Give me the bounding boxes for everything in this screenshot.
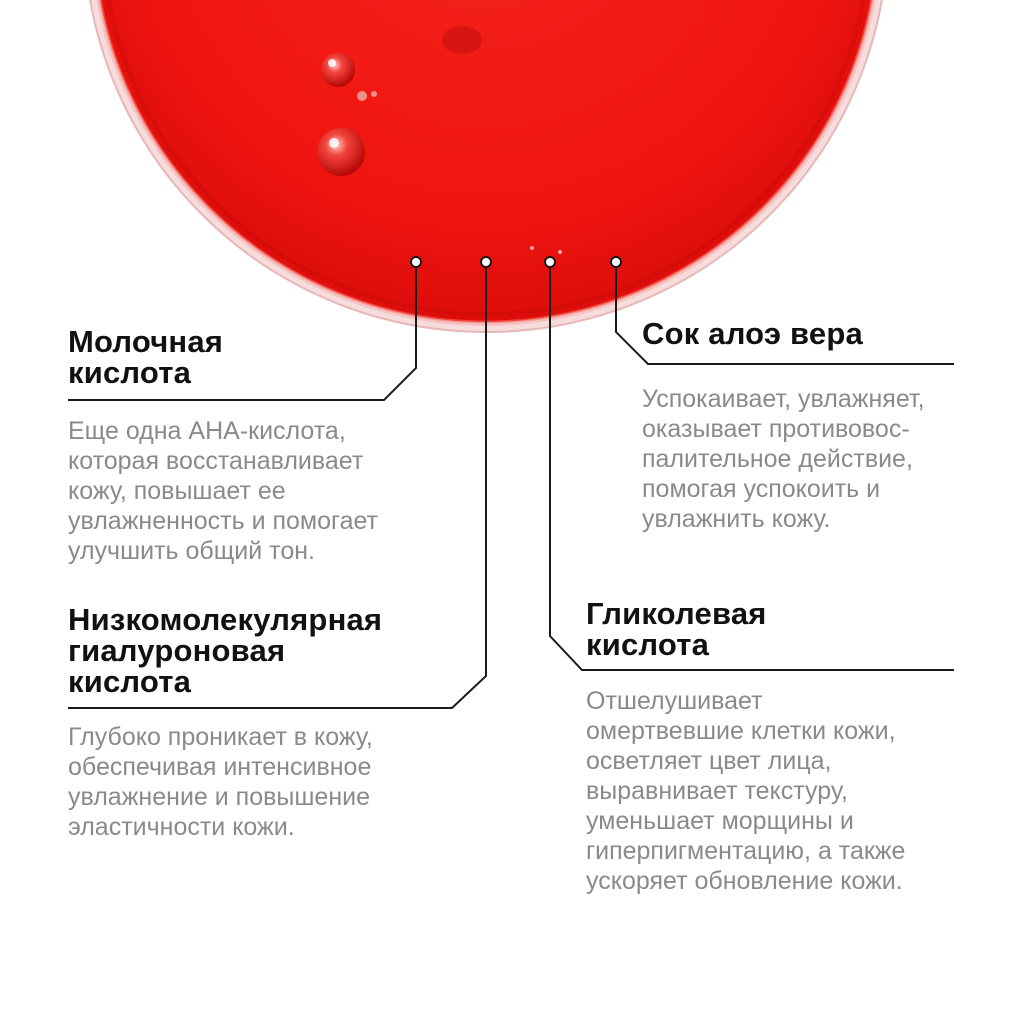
ingredient-title xyxy=(586,598,767,660)
ingredient-description xyxy=(642,384,925,534)
title-line: Молочная xyxy=(68,324,224,359)
desc-line: выравнивает текстуру, xyxy=(586,777,848,805)
desc-line: омертвевшие клетки кожи, xyxy=(586,717,896,745)
desc-line: уменьшает морщины и xyxy=(586,807,854,835)
desc-line: осветляет цвет лица, xyxy=(586,747,832,775)
ingredient-lactic-acid-description xyxy=(68,416,378,566)
desc-line: улучшить общий тон. xyxy=(68,537,315,565)
desc-line: увлажнить кожу. xyxy=(642,505,831,533)
marker-dot-hyaluronic xyxy=(481,257,491,267)
ingredient-glycolic-acid xyxy=(586,598,767,660)
desc-line: гиперпигментацию, а также xyxy=(586,837,906,865)
title-line: Гликолевая xyxy=(586,596,767,631)
ingredient-description xyxy=(68,416,378,566)
desc-line: ускоряет обновление кожи. xyxy=(586,867,903,895)
marker-dot-aloe xyxy=(611,257,621,267)
desc-line: кожу, повышает ее xyxy=(68,477,286,505)
ingredient-description xyxy=(586,686,905,896)
ingredient-title xyxy=(642,318,863,349)
title-line: гиалуроновая xyxy=(68,633,286,668)
desc-line: эластичности кожи. xyxy=(68,813,295,841)
desc-line: помогая успокоить и xyxy=(642,475,881,503)
ingredient-title xyxy=(68,326,223,388)
desc-line: увлажнение и повышение xyxy=(68,783,370,811)
title-line: кислота xyxy=(68,664,192,699)
title-line: Сок алоэ вера xyxy=(642,316,863,351)
ingredient-glycolic-acid-description xyxy=(586,686,905,896)
title-line: кислота xyxy=(586,627,710,662)
ingredient-hyaluronic-acid xyxy=(68,604,382,697)
ingredient-description xyxy=(68,722,373,842)
ingredient-hyaluronic-acid-description xyxy=(68,722,373,842)
desc-line: обеспечивая интенсивное xyxy=(68,753,372,781)
desc-line: оказывает противовос- xyxy=(642,415,910,443)
ingredient-aloe-vera xyxy=(642,318,863,349)
marker-dot-lactic xyxy=(411,257,421,267)
ingredient-lactic-acid xyxy=(68,326,223,388)
title-line: Низкомолекулярная xyxy=(68,602,383,637)
ingredient-aloe-vera-description xyxy=(642,384,925,534)
ingredient-title xyxy=(68,604,382,697)
title-line: кислота xyxy=(68,355,192,390)
desc-line: которая восстанавливает xyxy=(68,447,364,475)
desc-line: Успокаивает, увлажняет, xyxy=(642,385,925,413)
desc-line: увлажненность и помогает xyxy=(68,507,379,535)
desc-line: Отшелушивает xyxy=(586,687,763,715)
desc-line: Еще одна АНА-кислота, xyxy=(68,417,346,445)
desc-line: палительное действие, xyxy=(642,445,913,473)
desc-line: Глубоко проникает в кожу, xyxy=(68,723,373,751)
marker-dot-glycolic xyxy=(545,257,555,267)
